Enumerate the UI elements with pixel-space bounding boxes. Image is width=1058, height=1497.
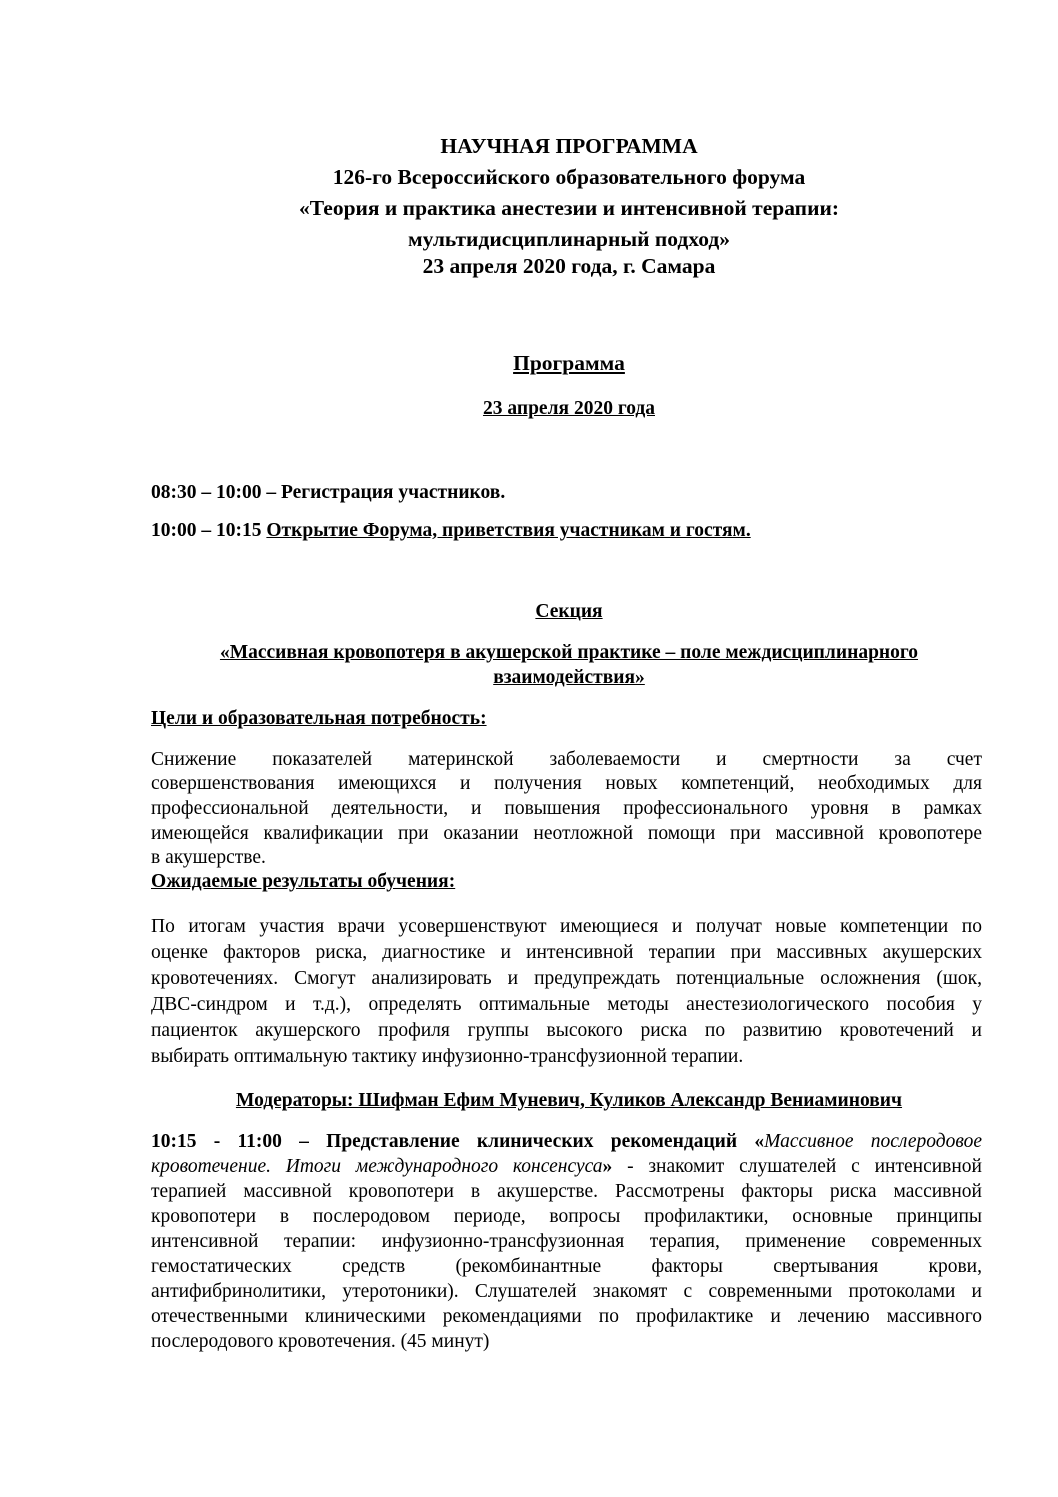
goals-line: профессиональной деятельности, и повышения профессионального уровня в рамках — [151, 798, 982, 819]
schedule-opening-title: Открытие Форума, приветствия участникам и гостям. — [266, 520, 751, 541]
section-label-wrap — [40, 600, 1058, 624]
talk-line: терапией массивной кровопотери в акушерстве. Рассмотрены факторы риска массивной — [151, 1181, 982, 1202]
talk-line: интенсивной терапии: инфузионно-трансфузионная терапия, применение современных — [151, 1231, 982, 1252]
goals-heading: Цели и образовательная потребность: — [151, 708, 487, 729]
program-heading-wrap — [40, 351, 1058, 377]
results-line: кровотечениях. Смогут анализировать и предупреждать потенциальные осложнения (шок, — [151, 968, 982, 989]
results-line: пациенток акушерского профиля группы высокого риска по развитию кровотечений и — [151, 1020, 982, 1041]
goals-line: в акушерстве. — [151, 847, 266, 868]
program-date: 23 апреля 2020 года — [482, 398, 655, 419]
talk-desc-part-1: - знакомит слушателей с интенсивной — [612, 1156, 982, 1177]
header-line-3: «Теория и практика анестезии и интенсивной терапии: — [299, 196, 839, 220]
schedule-registration: 08:30 – 10:00 – Регистрация участников. — [151, 482, 506, 503]
header-line-4: мультидисциплинарный подход» — [408, 227, 730, 251]
talk-line: гемостатических средств (рекомбинантные факторы свертывания крови, — [151, 1256, 982, 1277]
program-heading: Программа — [513, 351, 625, 375]
program-date-wrap — [40, 397, 1058, 421]
talk-line: отечественными клиническими рекомендациями по профилактике и лечению массивного — [151, 1306, 982, 1327]
talk-time: 10:15 - 11:00 – Представление клинических рекомендаций « — [151, 1131, 765, 1152]
talk-second-line — [151, 1155, 982, 1179]
talk-close-quote: » — [602, 1156, 613, 1177]
talk-line: антифибринолитики, утеротоники). Слушателей знакомят с современными протоколами и — [151, 1281, 982, 1302]
header-line-1: НАУЧНАЯ ПРОГРАММА — [440, 134, 698, 158]
header-line-2: 126-го Всероссийского образовательного форума — [332, 165, 806, 189]
talk-first-line — [151, 1130, 982, 1154]
talk-title-part-1: Массивное послеродовое — [764, 1131, 982, 1152]
results-heading: Ожидаемые результаты обучения: — [151, 871, 456, 892]
schedule-opening — [151, 519, 751, 543]
section-title-line-2: взаимодействия» — [493, 667, 645, 688]
results-line: оценке факторов риска, диагностике и интенсивной терапии при массивных акушерских — [151, 942, 982, 963]
talk-title-part-2: кровотечение. Итоги международного консенсуса — [151, 1156, 603, 1177]
section-title-line-1: «Массивная кровопотеря в акушерской практике – поле междисциплинарного — [219, 642, 919, 663]
goals-line: имеющейся квалификации при оказании неотложной помощи при массивной кровопотере — [151, 823, 982, 844]
moderators-wrap — [40, 1089, 1058, 1113]
results-line: ДВС-синдром и т.д.), определять оптимальные методы анестезиологического пособия у — [151, 994, 982, 1015]
section-title-line-2-wrap — [40, 666, 1058, 690]
moderators: Модераторы: Шифман Ефим Муневич, Куликов Александр Вениаминович — [235, 1090, 903, 1111]
results-line: выбирать оптимальную тактику инфузионно-трансфузионной терапии. — [151, 1046, 744, 1067]
header-line-5: 23 апреля 2020 года, г. Самара — [422, 254, 716, 278]
section-label: Секция — [535, 601, 603, 622]
talk-line: кровопотери в послеродовом периоде, вопросы профилактики, основные принципы — [151, 1206, 982, 1227]
schedule-opening-time: 10:00 – 10:15 — [151, 520, 267, 541]
talk-line: послеродового кровотечения. (45 минут) — [151, 1331, 490, 1352]
goals-line: Снижение показателей материнской заболеваемости и смертности за счет — [151, 749, 982, 770]
results-line: По итогам участия врачи усовершенствуют имеющиеся и получат новые компетенции по — [151, 916, 982, 937]
section-title-line-1-wrap — [40, 641, 1058, 665]
goals-line: совершенствования имеющихся и получения новых компетенций, необходимых для — [151, 773, 982, 794]
